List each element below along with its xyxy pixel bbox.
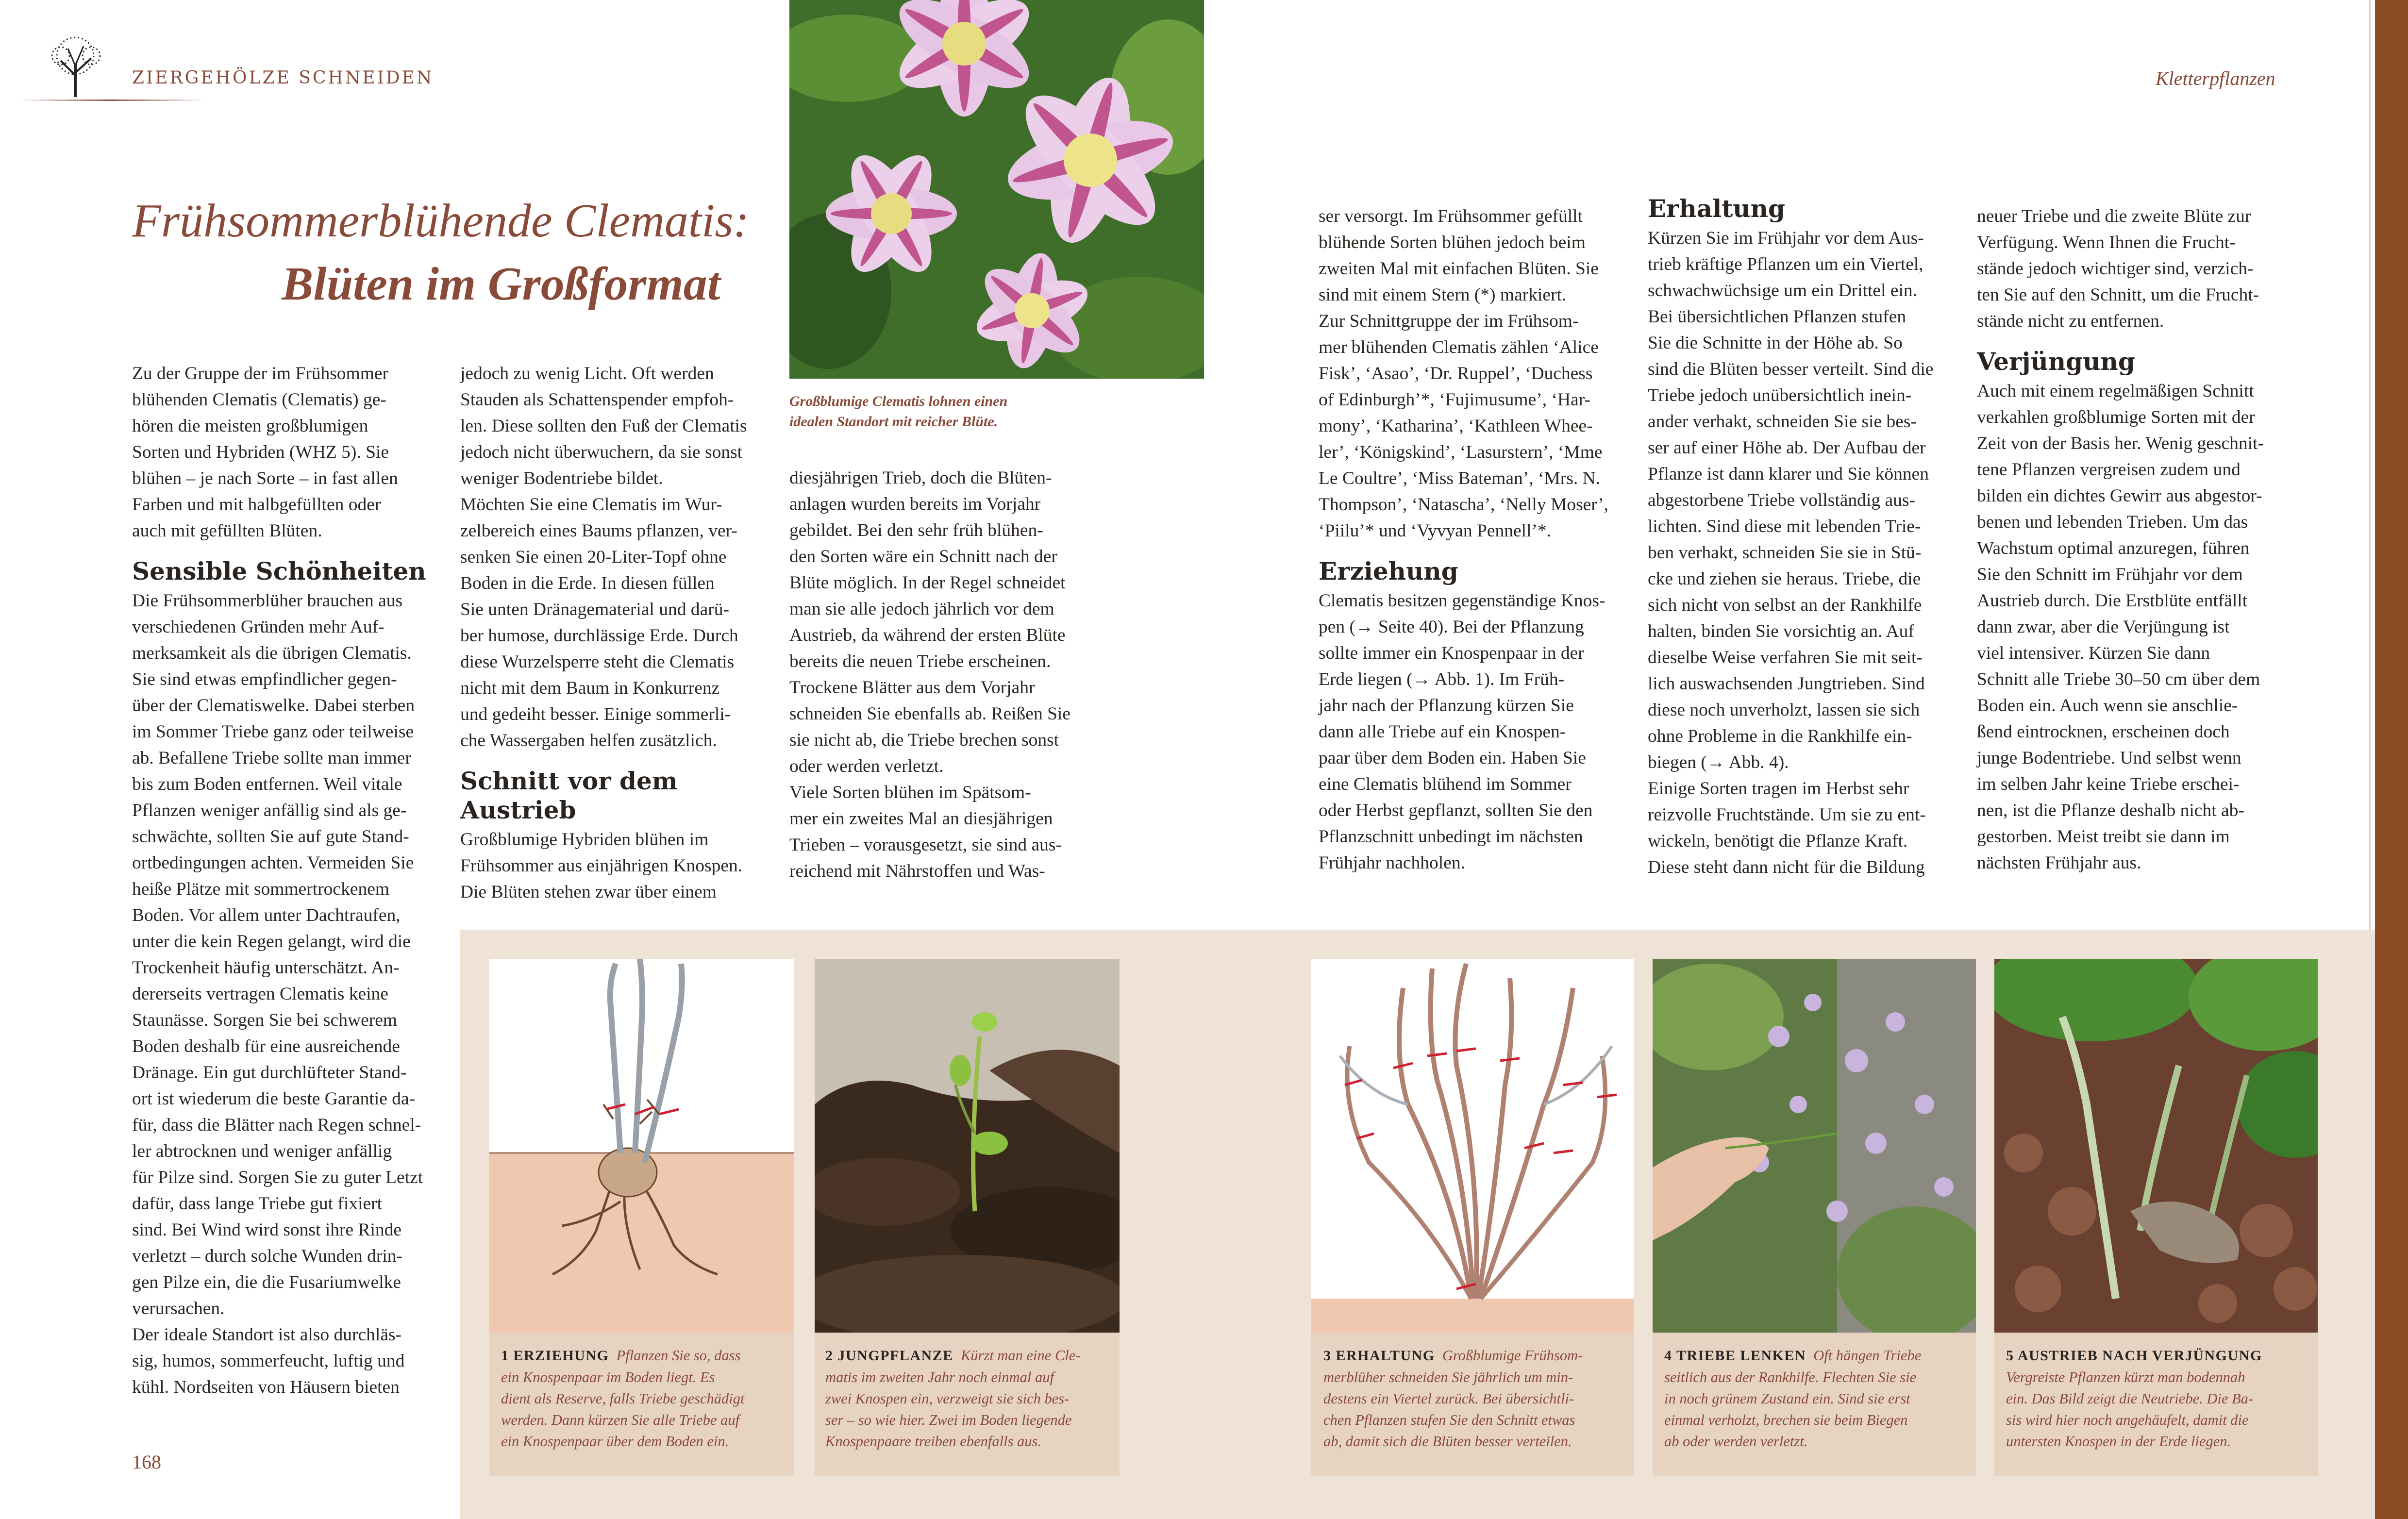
text-line: Thompson’, ‘Natascha’, ‘Nelly Moser’, <box>1319 495 1609 515</box>
figure-5-photo <box>1994 959 2318 1333</box>
text-line: Verfügung. Wenn Ihnen die Frucht- <box>1977 233 2236 252</box>
text-line: Viele Sorten blühen im Spätsom- <box>789 783 1031 802</box>
text-line: Stauden als Schattenspender empfoh- <box>460 390 734 410</box>
figure-label: 3 ERHALTUNG <box>1323 1348 1435 1364</box>
caption-line: ein. Das Bild zeigt die Neutriebe. Die Ba- <box>2006 1390 2254 1407</box>
caption-line: Knospenpaare treiben ebenfalls aus. <box>825 1433 1042 1450</box>
text-line: Wachstum optimal anzuregen, führen <box>1977 538 2250 558</box>
text-line: senken Sie einen 20-Liter-Topf ohne <box>460 547 727 567</box>
text-line: gen Pilze ein, die die Fusariumwelke <box>132 1272 401 1292</box>
text-line: nen, ist die Pflanze deshalb nicht ab- <box>1977 801 2244 820</box>
caption-line <box>2006 1345 2317 1367</box>
caption-line: ein Knospenpaar über dem Boden ein. <box>501 1433 729 1450</box>
text-line: mony’, ‘Katharina’, ‘Kathleen Whee- <box>1319 416 1593 436</box>
text-line: weniger Bodentriebe bildet. <box>460 468 663 488</box>
text-line: nicht mit dem Baum in Konkurrenz <box>460 678 720 698</box>
text-line: Farben und mit halbgefüllten oder <box>132 495 381 515</box>
text-line: Pflanzschnitt unbedingt im nächsten <box>1319 827 1583 847</box>
text-line: ten Sie auf den Schnitt, um die Frucht- <box>1977 285 2259 305</box>
text-line: trieb kräftige Pflanzen um ein Viertel, <box>1648 254 1923 274</box>
text-line: schneiden Sie ebenfalls ab. Reißen Sie <box>789 704 1070 724</box>
page-edge-stripe <box>2375 0 2408 1519</box>
text-line: blühenden Clematis (Clematis) ge- <box>132 390 386 410</box>
text-line: Frühsommer aus einjährigen Knospen. <box>460 856 743 876</box>
text-line: verschiedenen Gründen mehr Auf- <box>132 617 385 637</box>
text-line: Zeit von der Basis her. Wenig geschnit- <box>1977 434 2264 453</box>
page-number: 168 <box>132 1451 161 1473</box>
heading-erhaltung: Erhaltung <box>1648 194 1785 223</box>
caption-line: 1 ERZIEHUNG Pflanzen Sie so, dass <box>501 1347 741 1364</box>
text-line: sich nicht von selbst an der Rankhilfe <box>1648 595 1922 615</box>
figure-4-photo <box>1653 959 1976 1333</box>
text-line: diese noch unverholzt, lassen sie sich <box>1648 700 1920 720</box>
page-title-line1: Frühsommerblühende Clematis: <box>132 195 750 247</box>
text-line: len. Diese sollten den Fuß der Clematis <box>460 416 747 436</box>
text-line: reizvolle Fruchtstände. Um sie zu ent- <box>1648 805 1926 825</box>
text-line: cke und ziehen sie heraus. Triebe, die <box>1648 569 1921 589</box>
text-line: ohne Probleme in die Rankhilfe ein- <box>1648 726 1912 746</box>
text-line: für, dass die Blätter nach Regen schnel- <box>132 1115 421 1135</box>
caption-line: untersten Knospen in der Erde liegen. <box>2006 1433 2231 1450</box>
text-line: Staunässe. Sorgen Sie bei schwerem <box>132 1010 398 1030</box>
text-line: dieselbe Weise verfahren Sie mit seit- <box>1648 648 1923 668</box>
column-2 <box>460 361 771 905</box>
text-line: Möchten Sie eine Clematis im Wur- <box>460 495 722 515</box>
text-line: reichend mit Nährstoffen und Was- <box>789 861 1045 881</box>
caption-line: Großblumige Clematis lohnen einen <box>789 393 1008 409</box>
text-line: ortbedingungen achten. Vermeiden Sie <box>132 853 414 873</box>
text-line: verletzt – durch solche Wunden drin- <box>132 1246 402 1266</box>
text-line: lich auswachsenden Jungtrieben. Sind <box>1648 674 1925 694</box>
text-line: bilden ein dichtes Gewirr aus abgestor- <box>1977 486 2262 506</box>
heading-schnitt: Schnitt vor dem Austrieb <box>460 767 678 824</box>
text-line: Boden deshalb für eine ausreichende <box>132 1036 400 1056</box>
text-line: Trockenheit häufig unterschätzt. An- <box>132 958 400 978</box>
text-line: Die Frühsommerblüher brauchen aus <box>132 591 403 611</box>
caption-line: chen Pflanzen stufen Sie den Schnitt etwas <box>1323 1412 1575 1428</box>
text-line: schwachwüchsige um ein Drittel ein. <box>1648 281 1918 300</box>
caption-line: einmal verholzt, brechen sie beim Biegen <box>1664 1412 1908 1428</box>
figure-2-photo <box>815 959 1120 1333</box>
text-line: Pflanzen weniger anfällig sind als ge- <box>132 801 407 820</box>
text-line: tene Pflanzen vergreisen zudem und <box>1977 460 2241 480</box>
page-title-line2: Blüten im Großformat <box>282 258 720 310</box>
caption-line: 2 JUNGPFLANZE Kürzt man eine Cle- <box>825 1347 1081 1364</box>
caption-line: 4 TRIEBE LENKEN Oft hängen Triebe <box>1664 1347 1922 1364</box>
figure-label: 4 TRIEBE LENKEN <box>1664 1348 1806 1364</box>
text-line: Trockene Blätter aus dem Vorjahr <box>789 678 1035 698</box>
caption-line: dient als Reserve, falls Triebe geschädigt <box>501 1390 745 1407</box>
figure-5-caption <box>2006 1345 2317 1452</box>
text-line: Sie sind etwas empfindlicher gegen- <box>132 669 397 689</box>
text-line: Austrieb durch. Die Erstblüte entfällt <box>1977 591 2248 611</box>
text-line: Boden in die Erde. In diesen füllen <box>460 573 715 593</box>
text-line: lichten. Sind diese mit lebenden Trie- <box>1648 517 1921 536</box>
figure-4-caption <box>1664 1345 1975 1452</box>
figure-1-caption <box>501 1345 787 1452</box>
text-line: ab. Befallene Triebe sollte man immer <box>132 748 411 768</box>
text-line: zelbereich eines Baums pflanzen, ver- <box>460 521 737 541</box>
text-line: zweiten Mal mit einfachen Blüten. Sie <box>1319 259 1599 279</box>
tree-logo-icon <box>39 29 112 102</box>
text-line: sie nicht ab, die Triebe brechen sonst <box>789 730 1059 750</box>
text-line: stände nicht zu entfernen. <box>1977 311 2164 331</box>
text-line: Clematis besitzen gegenständige Knos- <box>1319 591 1605 611</box>
text-line: dererseits vertragen Clematis keine <box>132 984 388 1004</box>
section-title-left: ZIERGEHÖLZE SCHNEIDEN <box>132 68 434 88</box>
text-line: Diese steht dann nicht für die Bildung <box>1648 857 1925 877</box>
caption-line: destens ein Viertel zurück. Bei übersichtli- <box>1323 1390 1574 1407</box>
text-line: sind mit einem Stern (*) markiert. <box>1319 285 1567 305</box>
text-line: oder werden verletzt. <box>789 756 944 776</box>
figure-label: 1 ERZIEHUNG <box>501 1348 609 1364</box>
text-line: ser versorgt. Im Frühsommer gefüllt <box>1319 206 1583 226</box>
figure-label: 2 JUNGPFLANZE <box>825 1348 953 1364</box>
text-line: bereits die neuen Triebe erscheinen. <box>789 651 1051 671</box>
heading-sensible: Sensible Schönheiten <box>132 557 426 585</box>
text-line: Blüte möglich. In der Regel schneidet <box>789 573 1066 593</box>
text-line: of Edinburgh’*, ‘Fujimusume’, ‘Har- <box>1319 390 1590 410</box>
text-line: sollte immer ein Knospenpaar in der <box>1319 643 1584 663</box>
text-line: Zur Schnittgruppe der im Frühsom- <box>1319 311 1579 331</box>
text-line: unter die kein Regen gelangt, wird die <box>132 932 411 951</box>
text-line: ben verhakt, schneiden Sie sie in Stü- <box>1648 543 1922 563</box>
text-line: blühen – je nach Sorte – in fast allen <box>132 468 398 488</box>
caption-line: merblüher schneiden Sie jährlich um min- <box>1323 1369 1573 1385</box>
caption-line: werden. Dann kürzen Sie alle Triebe auf <box>501 1412 740 1428</box>
text-line: ort ist wiederum die beste Garantie da- <box>132 1089 416 1109</box>
text-line: über der Clematiswelke. Dabei sterben <box>132 696 415 716</box>
text-line: im selben Jahr keine Triebe erschei- <box>1977 774 2240 794</box>
text-line: im Sommer Triebe ganz oder teilweise <box>132 722 414 742</box>
text-line: ler’, ‘Königskind’, ‘Lasurstern’, ‘Mme <box>1319 442 1603 462</box>
text-line: junge Bodentriebe. Und selbst wenn <box>1977 748 2241 768</box>
text-line: dann zwar, aber die Verjüngung ist <box>1977 617 2230 637</box>
text-line: eine Clematis blühend im Sommer <box>1319 774 1572 794</box>
text-line: mer ein zweites Mal an diesjährigen <box>789 809 1053 829</box>
caption-line: ab oder werden verletzt. <box>1664 1433 1808 1450</box>
text-line: Der ideale Standort ist also durchläs- <box>132 1325 402 1345</box>
text-line: Die Blüten stehen zwar über einem <box>460 882 717 902</box>
caption-line: seitlich aus der Rankhilfe. Flechten Sie sie <box>1664 1369 1917 1385</box>
figure-3-illustration <box>1311 959 1634 1333</box>
column-1 <box>132 361 443 1401</box>
figure-3-caption <box>1323 1345 1634 1452</box>
text-line: neuer Triebe und die zweite Blüte zur <box>1977 206 2251 226</box>
text-line: ander verhakt, schneiden Sie sie bes- <box>1648 412 1917 432</box>
caption-line: Vergreiste Pflanzen kürzt man bodennah <box>2006 1369 2245 1385</box>
caption-line: ab, damit sich die Blüten besser verteilen. <box>1323 1433 1572 1450</box>
text-line: hören die meisten großblumigen <box>132 416 368 436</box>
text-line: Boden. Vor allem unter Dachtraufen, <box>132 905 401 925</box>
text-line: benen und lebenden Trieben. Um das <box>1977 512 2248 532</box>
text-line: abgestorbene Triebe vollständig aus- <box>1648 490 1915 510</box>
text-line: diese Wurzelsperre steht die Clematis <box>460 652 735 672</box>
text-line: jedoch zu wenig Licht. Oft werden <box>460 364 714 384</box>
text-line: Sorten und Hybriden (WHZ 5). Sie <box>132 442 389 462</box>
text-line: biegen (→ Abb. 4). <box>1648 752 1789 772</box>
text-line: Sie den Schnitt im Frühjahr vor dem <box>1977 565 2243 584</box>
text-line: ber humose, durchlässige Erde. Durch <box>460 626 738 646</box>
text-line: wickeln, benötigt die Pflanze Kraft. <box>1648 831 1908 851</box>
text-line: bis zum Boden entfernen. Weil vitale <box>132 774 402 794</box>
text-line: man sie alle jedoch jährlich vor dem <box>789 599 1054 619</box>
text-line: Einige Sorten tragen im Herbst sehr <box>1648 779 1909 799</box>
text-line: ‘Piilu’* und ‘Vyvyan Pennell’*. <box>1319 521 1552 541</box>
caption-line: ser – so wie hier. Zwei im Boden liegende <box>825 1412 1072 1428</box>
text-line: oder Herbst gepflanzt, sollten Sie den <box>1319 801 1593 820</box>
text-line: schwächte, sollten Sie auf gute Stand- <box>132 827 409 847</box>
figure-label: 5 AUSTRIEB NACH VERJÜNGUNG <box>2006 1348 2262 1364</box>
text-line: Triebe jedoch unübersichtlich inein- <box>1648 385 1912 405</box>
caption-line: zwei Knospen ein, verzweigt sie sich bes- <box>825 1390 1070 1407</box>
text-line: auch mit gefüllten Blüten. <box>132 521 322 541</box>
text-line: blühende Sorten blühen jedoch beim <box>1319 233 1586 252</box>
clematis-photo <box>789 0 1204 379</box>
text-line: nächsten Frühjahr aus. <box>1977 853 2141 873</box>
text-line: sig, humos, sommerfeucht, luftig und <box>132 1351 405 1371</box>
text-line: stände jedoch wichtiger sind, verzich- <box>1977 259 2254 279</box>
text-line: Frühjahr nachholen. <box>1319 853 1465 873</box>
text-line: ßend eintrocknen, erscheinen doch <box>1977 722 2230 742</box>
text-line: gestorben. Meist treibt sie dann im <box>1977 827 2230 847</box>
header-rule <box>19 100 204 101</box>
text-line: Fisk’, ‘Asao’, ‘Dr. Ruppel’, ‘Duchess <box>1319 364 1593 384</box>
text-line: Austrieb, da während der ersten Blüte <box>789 625 1066 645</box>
text-line: Zu der Gruppe der im Frühsommer <box>132 364 389 384</box>
text-line: anlagen wurden bereits im Vorjahr <box>789 494 1041 514</box>
text-line: jedoch nicht überwuchern, da sie sonst <box>460 442 743 462</box>
text-line: dann alle Triebe auf ein Knospen- <box>1319 722 1566 742</box>
column-3 <box>789 465 1100 885</box>
text-line: für Pilze sind. Sorgen Sie zu guter Letzt <box>132 1168 423 1187</box>
text-line: diesjährigen Trieb, doch die Blüten- <box>789 468 1052 488</box>
text-line: che Wassergaben helfen zusätzlich. <box>460 731 717 751</box>
text-line: ser auf einer Höhe ab. Der Aufbau der <box>1648 438 1926 458</box>
text-line: dafür, dass lange Triebe gut fixiert <box>132 1194 383 1214</box>
column-4 <box>1319 203 1629 876</box>
text-line: Sie unten Dränagematerial und darü- <box>460 600 729 619</box>
text-line: paar über dem Boden ein. Haben Sie <box>1319 748 1586 768</box>
text-line: sind. Bei Wind wird sonst ihre Rinde <box>132 1220 402 1240</box>
text-line: heiße Plätze mit sommertrockenem <box>132 879 390 899</box>
text-line: verursachen. <box>132 1299 225 1319</box>
top-photo-caption <box>789 391 1007 432</box>
text-line: Boden ein. Auch wenn sie anschlie- <box>1977 696 2238 716</box>
text-line: Auch mit einem regelmäßigen Schnitt <box>1977 381 2254 401</box>
caption-line: idealen Standort mit reicher Blüte. <box>789 414 998 430</box>
caption-line: in noch grünem Zustand ein. Sind sie erst <box>1664 1390 1910 1407</box>
text-line: Le Coultre’, ‘Miss Bateman’, ‘Mrs. N. <box>1319 468 1601 488</box>
text-line: mer blühenden Clematis zählen ‘Alice <box>1319 337 1599 357</box>
caption-line: ein Knospenpaar im Boden liegt. Es <box>501 1369 715 1385</box>
text-line: kühl. Nordseiten von Häusern bieten <box>132 1377 400 1397</box>
heading-verjuengung: Verjüngung <box>1977 347 2135 376</box>
text-line: Großblumige Hybriden blühen im <box>460 830 709 850</box>
text-line: Trieben – vorausgesetzt, sie sind aus- <box>789 835 1062 855</box>
text-line: Erde liegen (→ Abb. 1). Im Früh- <box>1319 669 1565 689</box>
text-line: Kürzen Sie im Frühjahr vor dem Aus- <box>1648 228 1924 248</box>
text-line: pen (→ Seite 40). Bei der Pflanzung <box>1319 617 1584 637</box>
section-title-right: Kletterpflanzen <box>2156 67 2275 89</box>
caption-line: sis wird hier noch angehäufelt, damit die <box>2006 1412 2249 1428</box>
text-line: sind die Blüten besser verteilt. Sind die <box>1648 359 1934 379</box>
text-line: den Sorten wäre ein Schnitt nach der <box>789 547 1057 567</box>
heading-erziehung: Erziehung <box>1319 557 1458 585</box>
text-line: und gedeiht besser. Einige sommerli- <box>460 704 731 724</box>
text-line: Dränage. Ein gut durchlüfteter Stand- <box>132 1063 407 1083</box>
figure-2-caption <box>825 1345 1117 1452</box>
text-line: verkahlen großblumige Sorten mit der <box>1977 407 2255 427</box>
text-line: halten, binden Sie vorsichtig an. Auf <box>1648 621 1914 641</box>
figure-1-illustration <box>489 959 794 1333</box>
caption-line: matis im zweiten Jahr noch einmal auf <box>825 1369 1054 1385</box>
column-6 <box>1977 203 2288 876</box>
caption-line: 3 ERHALTUNG Großblumige Frühsom- <box>1323 1347 1583 1364</box>
text-line: Sie die Schnitte in der Höhe ab. So <box>1648 333 1903 353</box>
text-line: Pflanze ist dann klarer und Sie können <box>1648 464 1929 484</box>
column-5 <box>1648 194 1958 881</box>
text-line: gebildet. Bei den sehr früh blühen- <box>789 520 1043 540</box>
text-line: Bei übersichtlichen Pflanzen stufen <box>1648 307 1906 327</box>
text-line: ler abtrocknen und weniger anfällig <box>132 1141 392 1161</box>
text-line: viel intensiver. Kürzen Sie dann <box>1977 643 2210 663</box>
text-line: Schnitt alle Triebe 30–50 cm über dem <box>1977 669 2260 689</box>
text-line: merksamkeit als die übrigen Clematis. <box>132 643 412 663</box>
text-line: jahr nach der Pflanzung kürzen Sie <box>1319 696 1574 716</box>
